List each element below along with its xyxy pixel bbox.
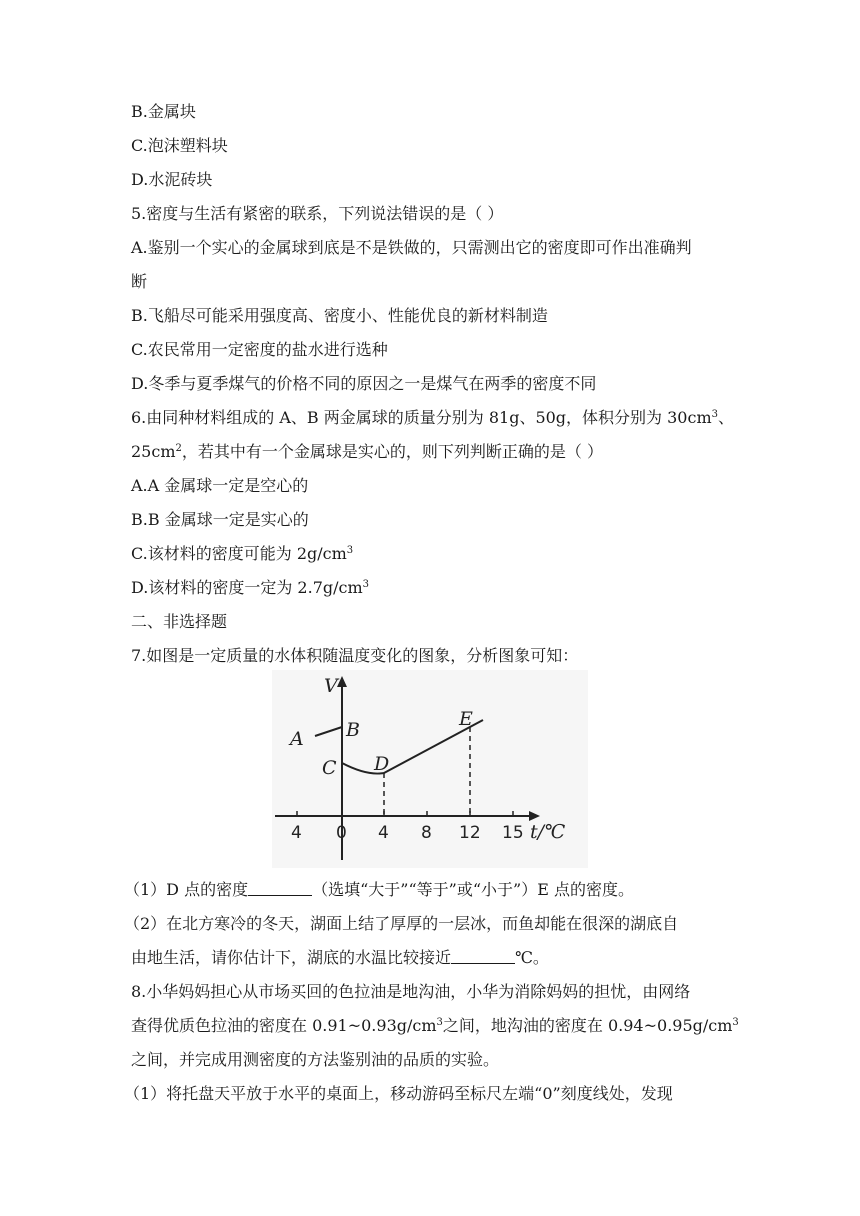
x-tick-label: 15 bbox=[502, 823, 524, 843]
q8-stem-line3: 之间，并完成用测密度的方法鉴别油的品质的实验。 bbox=[131, 1050, 500, 1069]
q6-option-c: C.该材料的密度可能为 $2g/cm^3$ bbox=[131, 544, 354, 563]
q7-part1: （1）D 点的密度 （选填“大于”“等于”或“小于”）E 点的密度。 bbox=[124, 880, 634, 899]
q5-option-c: C.农民常用一定密度的盐水进行选种 bbox=[131, 340, 388, 359]
q4-option-c: C.泡沫塑料块 bbox=[131, 136, 228, 155]
section-heading: 二、非选择题 bbox=[131, 612, 228, 631]
q7-part2-line2: 由地生活，请你估计下，湖底的水温比较接近 ℃。 bbox=[131, 948, 549, 967]
q4-option-b: B.金属块 bbox=[131, 102, 196, 121]
q6-option-a: A.A 金属球一定是空心的 bbox=[131, 476, 309, 495]
x-tick-label: 4 bbox=[378, 823, 389, 843]
answer-blank[interactable] bbox=[451, 948, 515, 964]
point-label-a: A bbox=[290, 728, 304, 750]
y-axis-label: V bbox=[324, 675, 338, 697]
point-label-c: C bbox=[322, 757, 337, 779]
q7-stem: 7.如图是一定质量的水体积随温度变化的图象，分析图象可知： bbox=[131, 646, 579, 665]
point-label-b: B bbox=[346, 719, 360, 741]
point-label-d: D bbox=[374, 753, 390, 775]
q4-option-d: D.水泥砖块 bbox=[131, 170, 213, 189]
x-axis-label: t/℃ bbox=[530, 821, 566, 843]
volume-temperature-graph bbox=[272, 670, 588, 868]
q6-stem-line2: $25cm^2$，若其中有一个金属球是实心的，则下列判断正确的是（ ） bbox=[131, 442, 603, 461]
q8-part1: （1）将托盘天平放于水平的桌面上，移动游码至标尺左端“0”刻度线处，发现 bbox=[124, 1084, 673, 1103]
q5-option-a-line2: 断 bbox=[131, 272, 148, 291]
q8-stem-line1: 8.小华妈妈担心从市场买回的色拉油是地沟油，小华为消除妈妈的担忧，由网络 bbox=[131, 982, 691, 1001]
q5-option-a-line1: A.鉴别一个实心的金属球到底是不是铁做的，只需测出它的密度即可作出准确判 bbox=[131, 238, 692, 257]
q5-stem: 5.密度与生活有紧密的联系，下列说法错误的是（ ） bbox=[131, 204, 504, 223]
x-tick-label: 8 bbox=[421, 823, 432, 843]
x-tick-label: 4 bbox=[291, 823, 302, 843]
q5-option-d: D.冬季与夏季煤气的价格不同的原因之一是煤气在两季的密度不同 bbox=[131, 374, 597, 393]
q6-stem-line1: 6.由同种材料组成的 A、B 两金属球的质量分别为 81g、50g，体积分别为 $30cm^3$、 bbox=[131, 408, 735, 427]
q7-part2-line1: （2）在北方寒冷的冬天，湖面上结了厚厚的一层冰，而鱼却能在很深的湖底自 bbox=[124, 914, 679, 933]
x-tick-label: 12 bbox=[459, 823, 481, 843]
answer-blank[interactable] bbox=[248, 880, 312, 896]
x-tick-label: 0 bbox=[336, 823, 347, 843]
q5-option-b: B.飞船尽可能采用强度高、密度小、性能优良的新材料制造 bbox=[131, 306, 548, 325]
point-label-e: E bbox=[459, 708, 473, 730]
q8-stem-line2: 查得优质色拉油的密度在 $0.91\sim 0.93g/cm^3$之间，地沟油的密度在 $0.94\sim 0.95g/cm^3$ bbox=[131, 1016, 739, 1035]
q6-option-d: D.该材料的密度一定为 $2.7g/cm^3$ bbox=[131, 578, 370, 597]
q6-option-b: B.B 金属球一定是实心的 bbox=[131, 510, 309, 529]
